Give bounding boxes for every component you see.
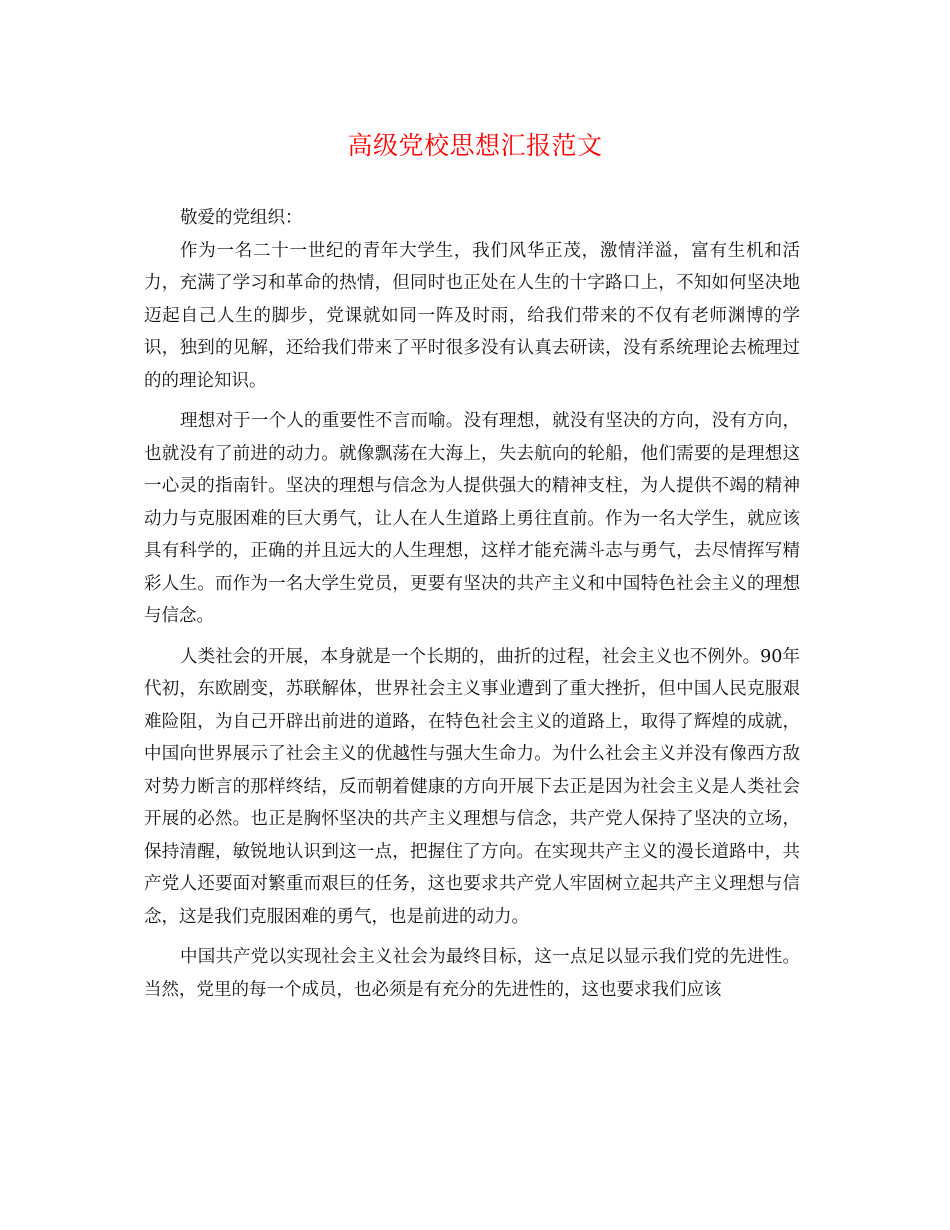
document-title: 高级党校思想汇报范文 <box>347 131 603 160</box>
paragraph-2: 理想对于一个人的重要性不言而喻。没有理想，就没有坚决的方向，没有方向，也就没有了前进的动力。就像飘荡在大海上，失去航向的轮船，他们需要的是理想这一心灵的指南针。坚决的理想与信念为人提供强大的精神支柱，为人提供不竭的精神动力与克服困难的巨大勇气，让人在人生道路上勇往直前。作为一名大学生，就应该具有科学的，正确的并且远大的人生理想，这样才能充满斗志与勇气，去尽情挥写精彩人生。而作为一名大学生党员，更要有坚决的共产主义和中国特色社会主义的理想与信念。 <box>144 411 800 626</box>
paragraph-3: 人类社会的开展，本身就是一个长期的，曲折的过程，社会主义也不例外。90年代初，东欧剧变，苏联解体，世界社会主义事业遭到了重大挫折，但中国人民克服艰难险阻，为自己开辟出前进的道路，在特色社会主义的道路上，取得了辉煌的成就，中国向世界展示了社会主义的优越性与强大生命力。为什么社会主义并没有像西方敌对势力断言的那样终结，反而朝着健康的方向开展下去正是因为社会主义是人类社会开展的必然。也正是胸怀坚决的共产主义理想与信念，共产党人保持了坚决的立场，保持清醒，敏锐地认识到这一点，把握住了方向。在实现共产主义的漫长道路中，共产党人还要面对繁重而艰巨的任务，这也要求共产党人牢固树立起共产主义理想与信念，这是我们克服困难的勇气，也是前进的动力。 <box>144 646 800 927</box>
salutation: 敬爱的党组织： <box>180 208 303 228</box>
paragraph-1: 作为一名二十一世纪的青年大学生，我们风华正茂，激情洋溢，富有生机和活力，充满了学习和革命的热情，但同时也正处在人生的十字路口上，不知如何坚决地迈起自己人生的脚步，党课就如同一阵及时雨，给我们带来的不仅有老师渊博的学识，独到的见解，还给我们带来了平时很多没有认真去研读，没有系统理论去梳理过的的理论知识。 <box>144 240 800 391</box>
document-body <box>144 202 800 1014</box>
paragraph-4: 中国共产党以实现社会主义社会为最终目标，这一点足以显示我们党的先进性。当然，党里的每一个成员，也必须是有充分的先进性的，这也要求我们应该 <box>144 947 800 1000</box>
